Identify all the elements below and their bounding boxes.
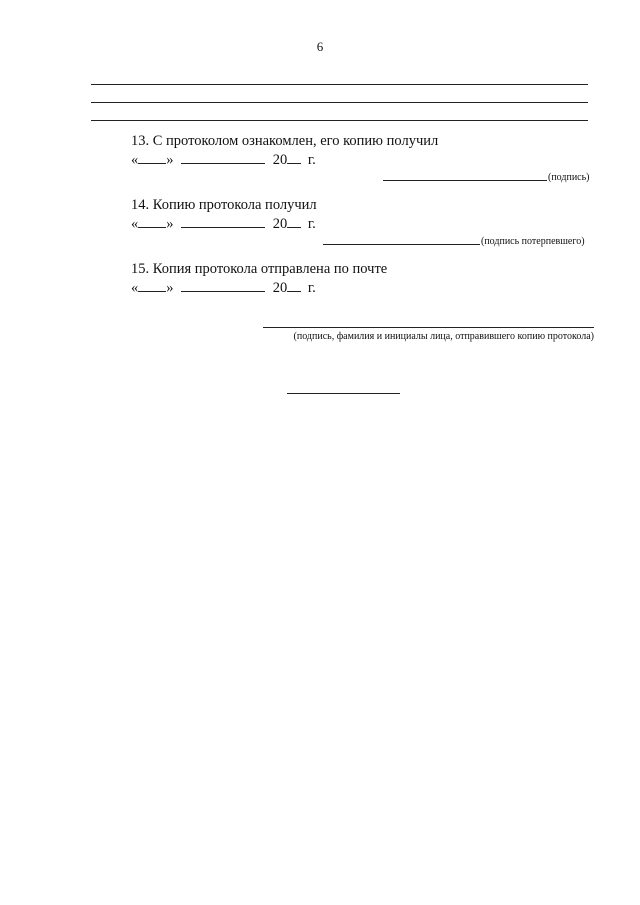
date-quote-open: « xyxy=(131,216,139,232)
year-suffix: г. xyxy=(307,216,316,232)
date-quote-close: » xyxy=(166,280,174,296)
blank-line-2 xyxy=(91,102,588,103)
day-blank xyxy=(138,151,166,164)
year-suffix: г. xyxy=(307,152,316,168)
year-prefix: 20 xyxy=(272,280,288,296)
item-15-signature-line xyxy=(263,327,594,328)
item-14-signature-line xyxy=(323,244,480,245)
year-suffix: г. xyxy=(307,280,316,296)
blank-line-3 xyxy=(91,120,588,121)
year-blank xyxy=(287,279,301,292)
year-prefix: 20 xyxy=(272,152,288,168)
item-13-date xyxy=(131,151,316,169)
item-13-title: 13. С протоколом ознакомлен, его копию получил xyxy=(131,133,439,149)
item-13-signature-line xyxy=(383,180,547,181)
item-14-signature-caption: (подпись потерпевшего) xyxy=(481,236,585,247)
month-blank xyxy=(181,215,265,228)
date-quote-close: » xyxy=(166,216,174,232)
year-blank xyxy=(287,215,301,228)
item-15-date xyxy=(131,279,316,297)
date-quote-open: « xyxy=(131,280,139,296)
blank-line-1 xyxy=(91,84,588,85)
day-blank xyxy=(138,215,166,228)
month-blank xyxy=(181,151,265,164)
date-quote-open: « xyxy=(131,152,139,168)
item-15-title: 15. Копия протокола отправлена по почте xyxy=(131,261,388,277)
year-prefix: 20 xyxy=(272,216,288,232)
day-blank xyxy=(138,279,166,292)
item-14-date xyxy=(131,215,316,233)
item-15-signature-caption: (подпись, фамилия и инициалы лица, отправившего копию протокола) xyxy=(293,331,594,342)
item-14-title: 14. Копию протокола получил xyxy=(131,197,317,213)
date-quote-close: » xyxy=(166,152,174,168)
end-rule xyxy=(287,393,400,394)
item-13-signature-caption: (подпись) xyxy=(548,172,590,183)
year-blank xyxy=(287,151,301,164)
month-blank xyxy=(181,279,265,292)
page-number: 6 xyxy=(316,39,324,54)
